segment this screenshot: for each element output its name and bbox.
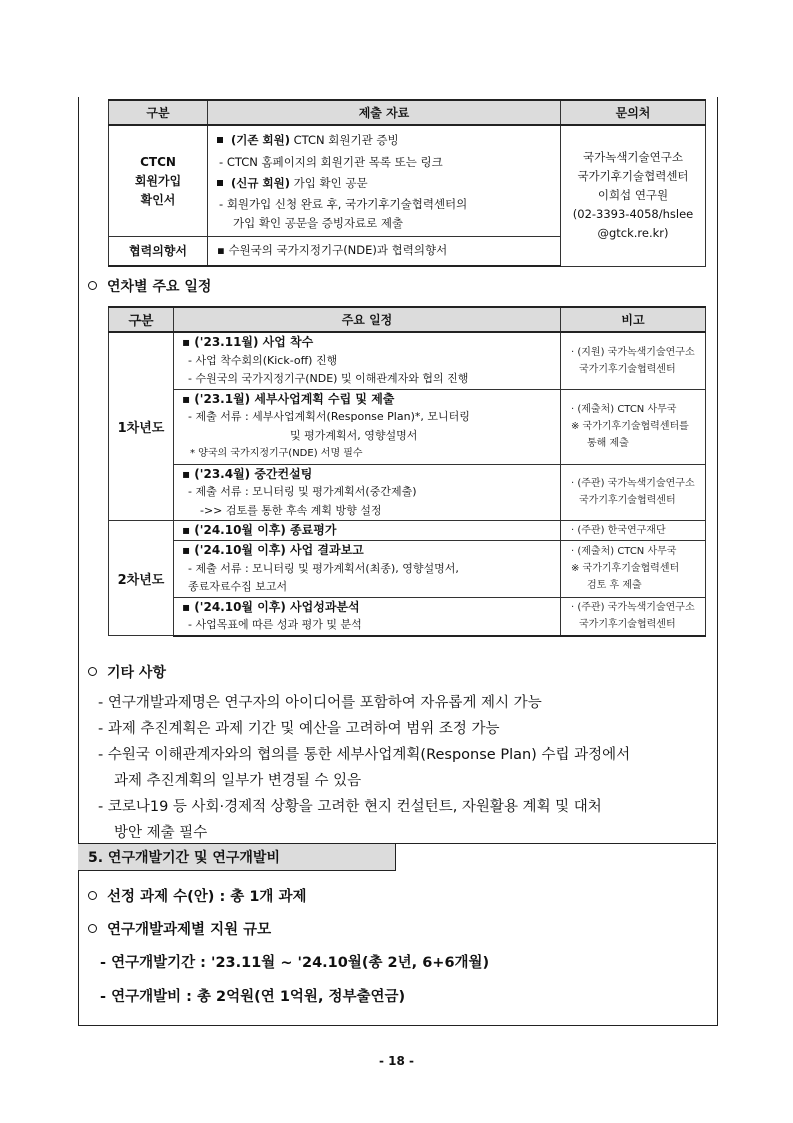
section5-title: 5. 연구개발기간 및 연구개발비 xyxy=(78,843,396,871)
schedule-block: ▪ ('24.10월 이후) 사업성과분석 - 사업목표에 따른 성과 평가 및 분석 xyxy=(174,597,561,636)
circle-bullet-icon xyxy=(88,924,97,933)
submission-table xyxy=(108,99,706,267)
list-item: 과제 추진계획의 일부가 변경될 수 있음 xyxy=(114,773,362,789)
selected-projects: 선정 과제 수(안) : 총 1개 과제 xyxy=(88,885,307,906)
remark-block: · (주관) 국가녹색기술연구소 국가기후기술협력센터 xyxy=(561,464,706,521)
schedule-block: ▪ ('24.10월 이후) 사업 결과보고 - 제출 서류 : 모니터링 및 평가계획서(최종), 영향설명서, 종료자료수집 보고서 xyxy=(174,541,561,598)
list-item: 방안 제출 필수 xyxy=(114,825,208,841)
year-1: 1차년도 xyxy=(109,332,174,521)
category-ctcn: CTCN 회원가입 확인서 xyxy=(109,125,208,237)
remark-block: · (지원) 국가녹색기술연구소 국가기후기술협력센터 xyxy=(561,332,706,389)
cooperation-documents: ▪ 수원국의 국가지정기구(NDE)과 협력의향서 xyxy=(208,237,561,267)
list-item: - 코로나19 등 사회·경제적 상황을 고려한 현지 컨설턴트, 자원활용 계획 및 대처 xyxy=(98,799,602,815)
etc-heading: 기타 사항 xyxy=(88,662,166,682)
circle-bullet-icon xyxy=(88,667,97,676)
list-item: - 과제 추진계획은 과제 기간 및 예산을 고려하여 범위 조정 가능 xyxy=(98,721,500,737)
schedule-block: ▪ ('23.4월) 중간컨설팅 - 제출 서류 : 모니터링 및 평가계획서(중간제출) ->> 검토를 통한 후속 계획 방향 설정 xyxy=(174,464,561,521)
page-number: - 18 - xyxy=(378,1054,414,1068)
schedule-block: ▪ ('24.10월 이후) 종료평가 xyxy=(174,521,561,541)
schedule-heading: 연차별 주요 일정 xyxy=(88,276,211,296)
header-contact: 문의처 xyxy=(561,100,706,125)
header-remarks: 비고 xyxy=(561,307,706,332)
header-category: 구분 xyxy=(109,100,208,125)
year-2: 2차년도 xyxy=(109,521,174,636)
contact-info: 국가녹색기술연구소 국가기후기술협력센터 이희섭 연구원 (02-3393-4058/hslee @gtck.re.kr) xyxy=(561,125,706,266)
circle-bullet-icon xyxy=(88,281,97,290)
category-cooperation: 협력의향서 xyxy=(109,237,208,267)
divider xyxy=(396,843,716,844)
bullet-square xyxy=(217,180,223,186)
ctcn-documents: (기존 회원) CTCN 회원기관 증빙 - CTCN 홈페이지의 회원기관 목록 또는 링크 (신규 회원) 가입 확인 공문 - 회원가입 신청 완료 후, 국가기후기술협력센터의 가입 확인 공문을 증빙자료로 제출 xyxy=(208,125,561,237)
list-item: - 연구개발과제명은 연구자의 아이디어를 포함하여 자유롭게 제시 가능 xyxy=(98,695,542,711)
support-scale: 연구개발과제별 지원 규모 xyxy=(88,918,271,939)
bullet-square xyxy=(217,137,223,143)
remark-block: · (제출처) CTCN 사무국 ※ 국가기후기술협력센터 검토 후 제출 xyxy=(561,541,706,598)
schedule-table xyxy=(108,306,706,637)
etc-list xyxy=(98,690,630,846)
header-documents: 제출 자료 xyxy=(208,100,561,125)
schedule-block: ▪ ('23.11월) 사업 착수 - 사업 착수회의(Kick-off) 진행 - 수원국의 국가지정기구(NDE) 및 이해관계자와 협의 진행 xyxy=(174,332,561,389)
header-schedule: 주요 일정 xyxy=(174,307,561,332)
remark-block: · (제출처) CTCN 사무국 ※ 국가기후기술협력센터를 통해 제출 xyxy=(561,389,706,464)
schedule-block: ▪ ('23.1월) 세부사업계획 수립 및 제출 - 제출 서류 : 세부사업계획서(Response Plan)*, 모니터링 및 평가계획서, 영향설명서 * 양국의 국가지정기구(NDE) 서명 필수 xyxy=(174,389,561,464)
header-category: 구분 xyxy=(109,307,174,332)
remark-block: · (주관) 한국연구재단 xyxy=(561,521,706,541)
research-budget: - 연구개발비 : 총 2억원(연 1억원, 정부출연금) xyxy=(100,989,406,1005)
remark-block: · (주관) 국가녹색기술연구소 국가기후기술협력센터 xyxy=(561,597,706,636)
research-period: - 연구개발기간 : '23.11월 ~ '24.10월(총 2년, 6+6개월) xyxy=(100,955,490,971)
circle-bullet-icon xyxy=(88,891,97,900)
list-item: - 수원국 이해관계자와의 협의를 통한 세부사업계획(Response Plan) 수립 과정에서 xyxy=(98,747,631,763)
